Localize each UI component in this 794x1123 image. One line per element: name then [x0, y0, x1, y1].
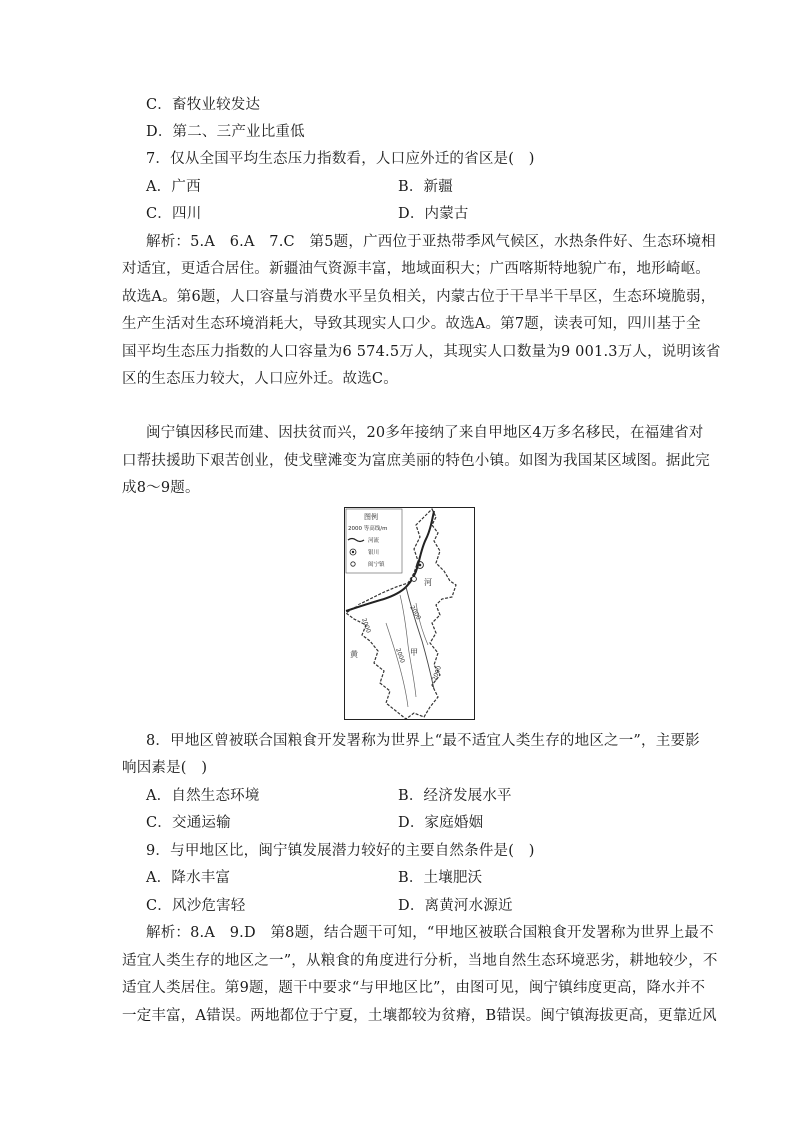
legend-minning: 闽宁镇 [368, 562, 385, 568]
analysis1-line: 国平均生态压力指数的人口容量为6 574.5万人，其现实人口数量为9 001.3万人，说明该省 [122, 344, 721, 360]
q8-option-c: C．交通运输 [146, 815, 231, 831]
q9-option-d: D．离黄河水源近 [398, 898, 513, 914]
analysis1-line: 对适宜，更适合居住。新疆油气资源丰富，地域面积大；广西喀斯特地貌广布，地形崎岖。 [122, 261, 710, 277]
analysis2-line: 解析：8.A 9.D 第8题，结合题干可知，“甲地区被联合国粮食开发署称为世界上最不 [146, 925, 714, 941]
q7-option-b: B．新疆 [398, 179, 453, 195]
intro-line: 闽宁镇因移民而建、因扶贫而兴，20多年接纳了来自甲地区4万多名移民，在福建省对 [146, 425, 704, 441]
q9-stem: 9．与甲地区比，闽宁镇发展潜力较好的主要自然条件是( ) [146, 843, 535, 859]
contour-label: 2000 [408, 604, 422, 622]
legend-river: 河流 [368, 538, 380, 544]
contour-label: 2000 [394, 647, 406, 665]
label-huang: 黄 [350, 650, 358, 659]
analysis1-line: 生产生活对生态环境消耗大，导致其现实人口少。故选A。第7题，读表可知，四川基于全 [122, 316, 701, 332]
intro-line: 成8～9题。 [122, 480, 200, 496]
analysis2-line: 适宜人类生存的地区之一”，从粮食的角度进行分析，当地自然生态环境恶劣，耕地较少，不 [122, 953, 718, 969]
q8-option-b: B．经济发展水平 [398, 788, 512, 804]
q6-option-d: D．第二、三产业比重低 [146, 124, 305, 140]
label-he: 河 [424, 578, 432, 587]
q7-option-d: D．内蒙古 [398, 206, 469, 222]
q7-stem: 7．仅从全国平均生态压力指数看，人口应外迁的省区是( ) [146, 151, 535, 167]
analysis1-line: 解析：5.A 6.A 7.C 第5题，广西位于亚热带季风气候区，水热条件好、生态环境相 [146, 234, 716, 250]
legend-yinchuan: 银川 [368, 550, 380, 556]
q9-option-a: A．降水丰富 [146, 870, 231, 886]
legend-title: 图例 [364, 513, 378, 521]
intro-line: 口帮扶援助下艰苦创业，使戈壁滩变为富庶美丽的特色小镇。如图为我国某区域图。据此完 [122, 453, 710, 469]
q8-stem-line: 响因素是( ) [122, 760, 208, 776]
q7-option-a: A．广西 [146, 179, 201, 195]
minning-marker-icon [412, 577, 417, 582]
analysis1-line: 区的生态压力较大，人口应外迁。故选C。 [122, 371, 398, 387]
q6-option-c: C．畜牧业较发达 [146, 97, 261, 113]
contour-label: 2000 [431, 664, 444, 682]
q8-option-d: D．家庭婚姻 [398, 815, 484, 831]
q9-option-b: B．土壤肥沃 [398, 870, 483, 886]
contour-label: 2000 [360, 617, 372, 635]
analysis2-line: 适宜人类居住。第9题，题干中要求“与甲地区比”，由图可见，闽宁镇纬度更高，降水并不 [122, 980, 706, 996]
region-map [344, 507, 475, 720]
q7-option-c: C．四川 [146, 206, 202, 222]
q9-option-c: C．风沙危害轻 [146, 898, 246, 914]
analysis1-line: 故选A。第6题，人口容量与消费水平呈负相关，内蒙古位于干旱半干旱区，生态环境脆弱， [122, 289, 716, 305]
label-jia: 甲 [410, 648, 418, 657]
q8-option-a: A．自然生态环境 [146, 788, 260, 804]
q8-stem-line: 8．甲地区曾被联合国粮食开发署称为世界上“最不适宜人类生存的地区之一”，主要影 [146, 733, 700, 749]
legend-contour: 2000 等高线/m [348, 526, 388, 532]
analysis2-line: 一定丰富，A错误。两地都位于宁夏，土壤都较为贫瘠，B错误。闽宁镇海拔更高，更靠近风 [122, 1008, 717, 1024]
